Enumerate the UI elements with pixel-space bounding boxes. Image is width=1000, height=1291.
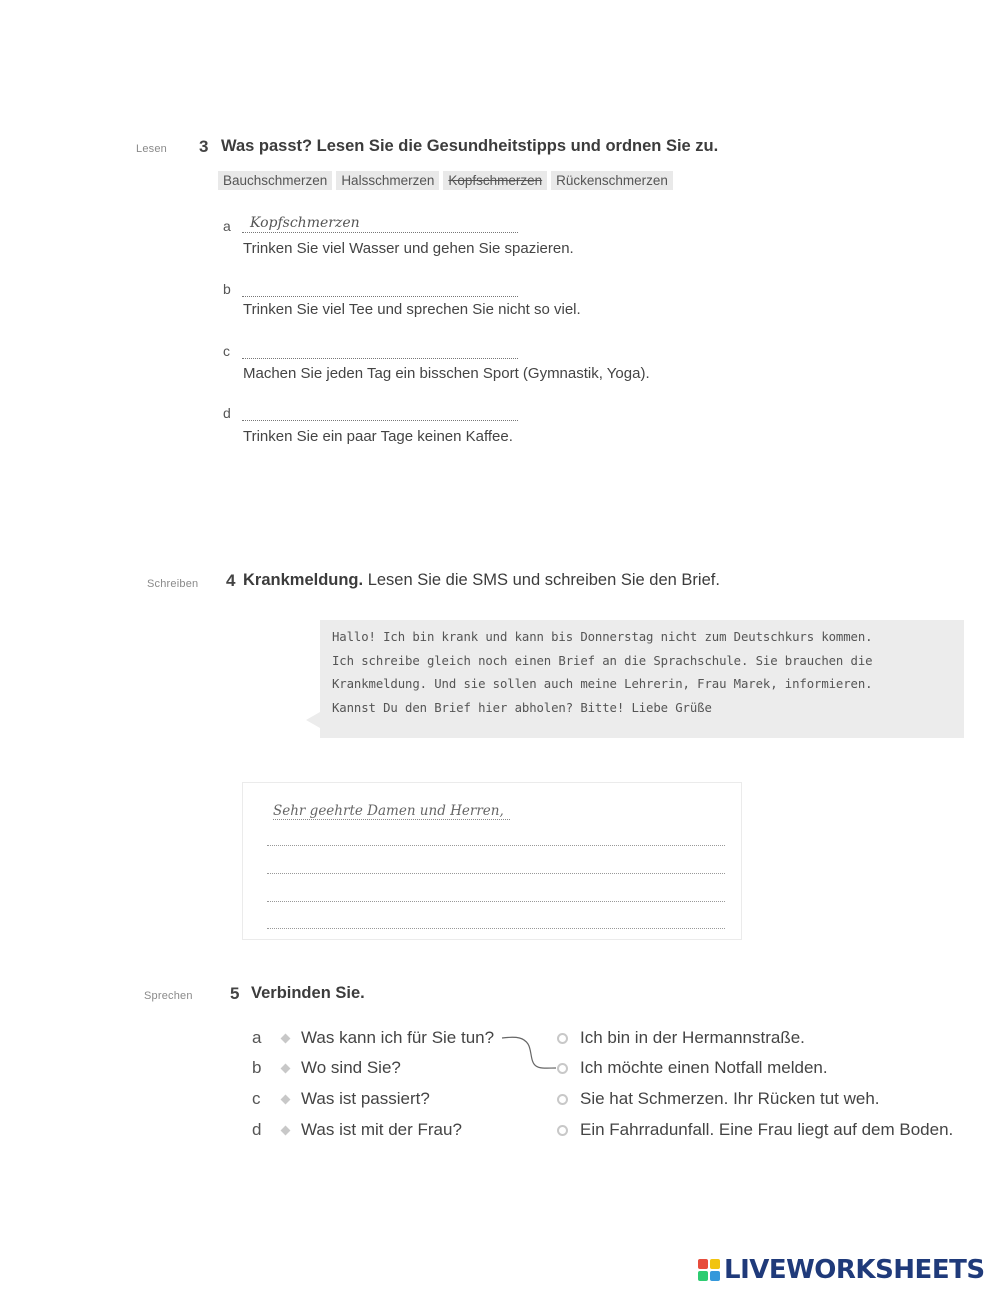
word-chip: Rückenschmerzen <box>551 171 673 190</box>
exercise-number: 3 <box>199 137 209 156</box>
tip-text: Machen Sie jeden Tag ein bisschen Sport (Gymnastik, Yoga). <box>243 365 650 382</box>
answer-text: Ein Fahrradunfall. Eine Frau liegt auf dem Boden. <box>580 1120 954 1139</box>
item-letter: c <box>223 343 230 359</box>
connector-line <box>500 1034 560 1074</box>
sms-line: Hallo! Ich bin krank und kann bis Donnerstag nicht zum Deutschkurs kommen. <box>332 630 873 644</box>
sms-message-box <box>320 620 964 738</box>
exercise-title-rest: Lesen Sie die SMS und schreiben Sie den Brief. <box>367 571 720 589</box>
exercise-title: Verbinden Sie. <box>251 984 365 1002</box>
answer-row <box>557 1058 828 1078</box>
writing-line[interactable] <box>267 928 725 929</box>
question-letter: d <box>252 1120 262 1139</box>
diamond-bullet-icon[interactable] <box>281 1094 291 1104</box>
logo-square <box>698 1259 708 1269</box>
question-text: Was kann ich für Sie tun? <box>301 1028 495 1047</box>
section-label-sprechen: Sprechen <box>144 990 193 1002</box>
question-row <box>252 1120 462 1140</box>
question-letter: b <box>252 1058 262 1077</box>
answer-text: Ich bin in der Hermannstraße. <box>580 1028 805 1047</box>
circle-bullet-icon[interactable] <box>557 1033 568 1044</box>
writing-line[interactable] <box>267 845 725 846</box>
sms-line: Krankmeldung. Und sie sollen auch meine Lehrerin, Frau Marek, informieren. <box>332 677 873 691</box>
writing-line[interactable] <box>267 873 725 874</box>
section-label-schreiben: Schreiben <box>147 578 199 590</box>
question-text: Was ist passiert? <box>301 1089 430 1108</box>
circle-bullet-icon[interactable] <box>557 1094 568 1105</box>
item-letter: a <box>223 218 231 234</box>
tip-text: Trinken Sie viel Tee und sprechen Sie nicht so viel. <box>243 301 581 318</box>
word-chip: Bauchschmerzen <box>218 171 332 190</box>
answer-row <box>557 1089 880 1109</box>
logo-square <box>710 1271 720 1281</box>
answer-row <box>557 1120 953 1140</box>
logo-square <box>698 1271 708 1281</box>
word-chip-used: Kopfschmerzen <box>443 171 547 190</box>
exercise-title <box>243 571 720 590</box>
answer-text: Kopfschmerzen <box>250 215 360 231</box>
word-box <box>218 171 673 190</box>
logo-square <box>710 1259 720 1269</box>
answer-text: Ich möchte einen Notfall melden. <box>580 1058 828 1077</box>
item-letter: d <box>223 405 231 421</box>
question-row <box>252 1089 430 1109</box>
exercise-number: 4 <box>226 571 236 590</box>
question-text: Was ist mit der Frau? <box>301 1120 462 1139</box>
exercise-number: 5 <box>230 984 240 1003</box>
question-row <box>252 1028 494 1048</box>
question-letter: c <box>252 1089 261 1108</box>
circle-bullet-icon[interactable] <box>557 1063 568 1074</box>
exercise-title-bold: Krankmeldung. <box>243 571 364 589</box>
answer-field[interactable] <box>242 212 518 233</box>
letter-writing-box[interactable] <box>242 782 742 940</box>
item-letter: b <box>223 281 231 297</box>
diamond-bullet-icon[interactable] <box>281 1125 291 1135</box>
logo-text: LIVEWORKSHEETS <box>724 1255 985 1285</box>
question-letter: a <box>252 1028 262 1047</box>
answer-row <box>557 1028 805 1048</box>
sms-line: Kannst Du den Brief hier abholen? Bitte! Liebe Grüße <box>332 700 712 715</box>
writing-line[interactable] <box>267 901 725 902</box>
section-label-lesen: Lesen <box>136 143 167 155</box>
tip-text: Trinken Sie viel Wasser und gehen Sie spazieren. <box>243 240 574 257</box>
question-row <box>252 1058 401 1078</box>
liveworksheets-logo <box>698 1255 985 1285</box>
circle-bullet-icon[interactable] <box>557 1125 568 1136</box>
exercise-title: Was passt? Lesen Sie die Gesundheitstipps und ordnen Sie zu. <box>221 137 719 155</box>
letter-greeting: Sehr geehrte Damen und Herren, <box>273 803 510 820</box>
tip-text: Trinken Sie ein paar Tage keinen Kaffee. <box>243 428 513 445</box>
answer-field[interactable] <box>242 400 518 421</box>
answer-field[interactable] <box>242 338 518 359</box>
answer-field[interactable] <box>242 276 518 297</box>
word-chip: Halsschmerzen <box>336 171 439 190</box>
diamond-bullet-icon[interactable] <box>281 1033 291 1043</box>
sms-line: Ich schreibe gleich noch einen Brief an die Sprachschule. Sie brauchen die <box>332 653 873 668</box>
answer-text: Sie hat Schmerzen. Ihr Rücken tut weh. <box>580 1089 880 1108</box>
question-text: Wo sind Sie? <box>301 1058 401 1077</box>
diamond-bullet-icon[interactable] <box>281 1063 291 1073</box>
logo-mark-icon <box>698 1259 720 1281</box>
